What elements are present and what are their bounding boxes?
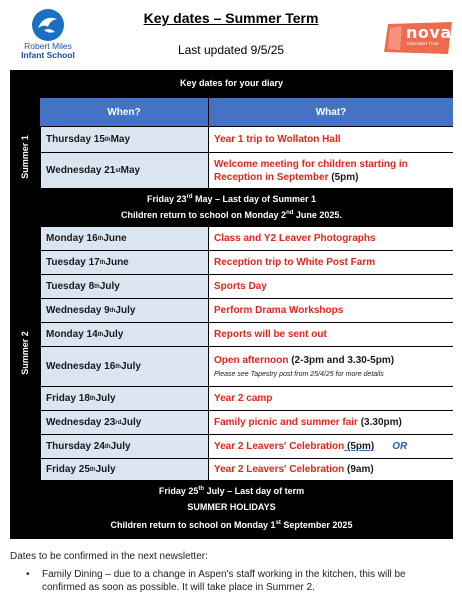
- event-note: Please see Tapestry post from 25/4/25 for more details: [214, 370, 384, 378]
- tbc-intro: Dates to be confirmed in the next newsletter:: [10, 551, 208, 562]
- event-cell: Year 2 camp: [208, 386, 453, 410]
- event-cell: Reception trip to White Post Farm: [208, 250, 453, 274]
- or-label: OR: [392, 441, 408, 452]
- nova-trust-logo: [382, 20, 454, 56]
- last-updated: Last updated 9/5/25: [177, 43, 285, 57]
- event-cell: Year 2 Leavers' Celebration (5pm) OR: [208, 434, 453, 458]
- list-item: • Family Dining – due to a change in Aspen's staff working in the kitchen, this will be confirmed as soon as possible. It will take place in Summer 2.: [26, 569, 406, 593]
- term-label-summer2: Summer 2: [20, 331, 30, 375]
- tbc-list: [26, 568, 446, 594]
- page-title: Key dates – Summer Term: [143, 10, 319, 26]
- date-cell: Friday 18 th July: [40, 386, 208, 410]
- school-name-line2: Infant School: [21, 50, 75, 60]
- date-cell: Wednesday 9 th July: [40, 298, 208, 322]
- summer1-end-note: Friday 23rd May – Last day of Summer 1: [146, 194, 317, 204]
- page-header: [0, 0, 462, 66]
- school-name-line1: Robert Miles: [24, 41, 72, 51]
- nova-subtitle: Education Trust: [407, 41, 439, 46]
- date-cell: Wednesday 16 th July: [40, 346, 208, 386]
- event-cell: Class and Y2 Leaver Photographs: [208, 226, 453, 250]
- date-cell: Monday 16 th June: [40, 226, 208, 250]
- table-banner: Key dates for your diary: [179, 78, 284, 88]
- col-header-when: When?: [40, 98, 208, 126]
- col-header-what: What?: [209, 98, 453, 126]
- date-cell: Friday 25 th July: [40, 458, 208, 480]
- event-cell: Reports will be sent out: [208, 322, 453, 346]
- date-cell: Tuesday 8 th July: [40, 274, 208, 298]
- term-end-note: Friday 25th July – Last day of term: [158, 486, 305, 496]
- september-return-note: Children return to school on Monday 1st September 2025: [110, 520, 353, 530]
- key-dates-table: [10, 70, 453, 539]
- nova-wordmark: nova: [406, 23, 452, 42]
- event-cell: Year 1 trip to Wollaton Hall: [208, 126, 453, 152]
- event-cell: Sports Day: [208, 274, 453, 298]
- event-cell: Perform Drama Workshops: [208, 298, 453, 322]
- event-cell: Year 2 Leavers' Celebration (9am): [208, 458, 453, 480]
- event-cell: Family picnic and summer fair (3.30pm): [208, 410, 453, 434]
- date-cell: Monday 14 th July: [40, 322, 208, 346]
- date-cell: Wednesday 23 rd July: [40, 410, 208, 434]
- date-cell: Thursday 15 th May: [40, 126, 208, 152]
- summer1-return-note: Children return to school on Monday 2nd June 2025.: [121, 210, 342, 220]
- bullet-icon: •: [26, 569, 30, 580]
- term-label-summer1: Summer 1: [20, 135, 30, 179]
- event-cell: Welcome meeting for children starting in Reception in September (5pm): [208, 152, 453, 188]
- date-cell: Thursday 24 th July: [40, 434, 208, 458]
- date-cell: Tuesday 17 th June: [40, 250, 208, 274]
- event-cell: Open afternoon (2-3pm and 3.30-5pm) Please see Tapestry post from 25/4/25 for more details: [208, 346, 453, 386]
- date-cell: Wednesday 21 st May: [40, 152, 208, 188]
- summer-holidays-note: SUMMER HOLIDAYS: [187, 502, 276, 512]
